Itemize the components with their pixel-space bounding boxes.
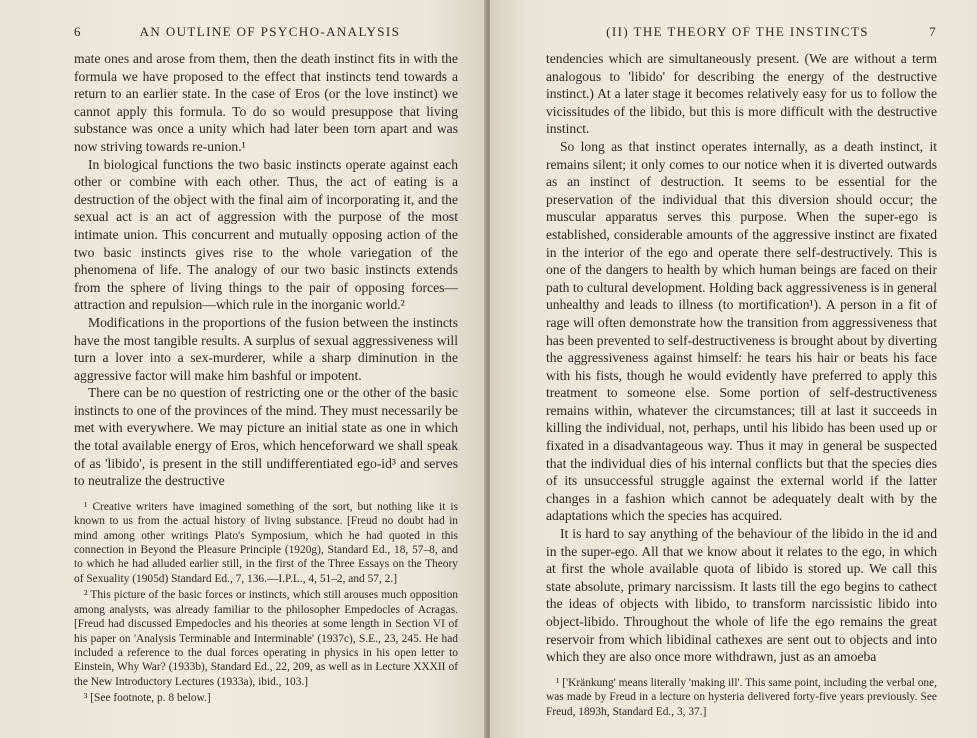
footnote: ³ [See footnote, p. 8 below.]: [84, 692, 211, 705]
paragraph: So long as that instinct operates internally, as a death instinct, it remains silent; it only comes to our notice when it is diverted outwards as an instinct of destruction. It seems to be essential for the preservation of the individual that this diversion should occur; the muscular apparatus serves this purpose. When the super-ego is established, considerable amounts of the aggressive instinct are fixated in the interior of the ego and operate there self-destructively. This is one of the dangers to health by which human beings are faced on their path to cultural development. Holding back aggressiveness is in general unhealthy and leads to illness (to mortification¹). A person in a fit of rage will often demonstrate how the transition from aggressiveness that has been prevented to self-destructiveness is brought about by diverting the aggressiveness against himself: he tears his hair or beats his face with his fists, though he would evidently have preferred to apply this treatment to someone else. Some portion of self-destructiveness remains within, whatever the circumstances; till at last it succeeds in killing the individual, not, perhaps, until his libido has been used up or fixated in a disadvantageous way. Thus it may in general be suspected that the individual dies of his internal conflicts but that the species dies of its unsuccessful struggle against the external world if the latter changes in a fashion which cannot be adequately dealt with by the adaptations which the species has acquired.: [546, 138, 937, 524]
paragraph: tendencies which are simultaneously present. (We are without a term analogous to 'libido' for describing the energy of the destructive instinct.) At a later stage it becomes relatively easy for us to follow the vicissitudes of the libido, but this is more difficult with the destructive instinct.: [546, 51, 937, 137]
paragraph: mate ones and arose from them, then the death instinct fits in with the formula we have proposed to the effect that instincts tend towards a return to an earlier state. In the case of Eros (or the love instinct) we cannot apply this formula. To do so would presuppose that living substance was once a unity which had later been torn apart and was now striving towards re-union.¹: [74, 51, 458, 154]
footnotes: [74, 500, 458, 706]
paragraph: Modifications in the proportions of the fusion between the instincts have the most tangible results. A surplus of sexual aggressiveness will turn a lover into a sex-murderer, while a sharp diminution in the aggressive factor will make him bashful or impotent.: [74, 314, 458, 383]
footnotes: [546, 676, 937, 719]
running-head: [74, 24, 458, 44]
paragraph: In biological functions the two basic instincts operate against each other or combine with each other. Thus, the act of eating is a destruction of the object with the final aim of incorporating it, and the sexual act is an act of aggression with the purpose of the most intimate union. This concurrent and mutually opposing action of the two basic instincts gives rise to the whole variegation of the phenomena of life. The analogy of our two basic instincts extends from the sphere of living things to the pair of opposing forces—attraction and repulsion—which rule in the inorganic world.²: [74, 156, 458, 313]
footnote: ¹ Creative writers have imagined something of the sort, but nothing like it is known to us from the actual history of living substance. [Freud no doubt had in mind among other writings Plato's Symposium, which he had quoted in this connection in Beyond the Pleasure Principle (1920g), Standard Ed., 18, 57–8, and to which he had alluded earlier still, in the first of the Three Essays on the Theory of Sexuality (1905d) Standard Ed., 7, 136.—I.P.L., 4, 51–2, and 57, 2.]: [74, 500, 458, 585]
running-head-title: (II) THE THEORY OF THE INSTINCTS: [606, 24, 869, 39]
footnote: ² This picture of the basic forces or instincts, which still arouses much opposition among analysts, was already familiar to the philosopher Empedocles of Acragas. [Freud had discussed Empedocles and his theories at some length in Section VI of his paper on 'Analysis Terminable and Interminable' (1937c), S.E., 23, 245. He had included a reference to the dual forces operating in physics in his open letter to Einstein, Why War? (1933b), Standard Ed., 22, 209, as well as in Lecture XXXII of the New Introductory Lectures (1933a), ibid., 103.]: [74, 589, 458, 688]
page-number: 6: [74, 24, 82, 39]
paragraph: It is hard to say anything of the behaviour of the libido in the id and in the super-ego. All that we know about it relates to the ego, in which at first the whole available quota of libido is stored up. We call this state absolute, primary narcissism. It lasts till the ego begins to cathect the ideas of objects with libido, to transform narcissistic libido into object-libido. Throughout the whole of life the ego remains the great reservoir from which libidinal cathexes are sent out to objects and into which they are also once more withdrawn, just as an amoeba: [546, 526, 937, 665]
running-head: [546, 24, 937, 44]
running-head-title: AN OUTLINE OF PSYCHO-ANALYSIS: [139, 24, 401, 39]
left-page: [0, 0, 486, 738]
paragraph: There can be no question of restricting one or the other of the basic instincts to one of the provinces of the mind. They must necessarily be met with everywhere. We may picture an initial state as one in which the total available energy of Eros, which henceforward we shall speak of as 'libido', is present in the still undifferentiated ego-id³ and serves to neutralize the destructive: [74, 385, 458, 489]
page-body: [74, 50, 458, 490]
right-page: [490, 0, 977, 738]
page-body: [546, 50, 937, 666]
page-number: 7: [929, 24, 937, 39]
footnote: ¹ ['Kränkung' means literally 'making ill'. This same point, including the verbal one, was made by Freud in a lecture on hysteria delivered forty-five years previously. See Freud, 1893h, Standard Ed., 3, 37.]: [546, 676, 937, 718]
